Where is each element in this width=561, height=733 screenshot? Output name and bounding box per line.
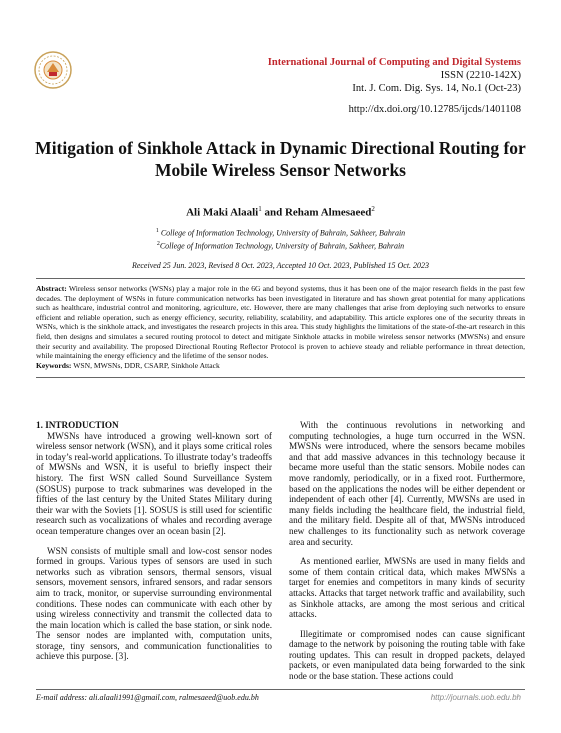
publication-dates: Received 25 Jun. 2023, Revised 8 Oct. 2023, Accepted 10 Oct. 2023, Published 15 Oct. 2023 bbox=[131, 261, 430, 270]
paragraph: WSN consists of multiple small and low-cost sensor nodes formed in groups. Various types of sensors are used in such networks such as vibration sensors, thermal sensors, visual sensors, movement sensors, infrared sensors, and radar sensors aim to track, monitor, or supervise surrounding environmental conditions. These nodes can communicate with each other by using wireless connectivity and transmit the collected data to the main location which is called the base station, or sink node. The sensor nodes are implanted with, computation units, storage, tiny sensors, and communication functionalities to achieve this purpose. [3]. bbox=[36, 545, 272, 662]
keywords bbox=[36, 361, 525, 370]
author-2: Reham Almesaeed bbox=[284, 206, 372, 219]
author-1-affil-mark: 1 bbox=[258, 205, 262, 213]
paragraph: As mentioned earlier, MWSNs are used in many fields and some of them contain critical data, which makes MWSNs a target for enemies and competitors in many kinds of security attacks. Attacks that target network traffic and availability, such as Sinkhole attacks, are among the most serious and critical attacks. bbox=[289, 556, 525, 620]
author-line bbox=[0, 205, 561, 219]
section-heading-introduction: 1. INTRODUCTION bbox=[36, 420, 119, 430]
left-column bbox=[36, 420, 272, 671]
keywords-label: Keywords: bbox=[36, 361, 72, 370]
footer-email: E-mail address: ali.alaali1991@gmail.com, ralmesaeed@uob.edu.bh bbox=[36, 693, 259, 702]
journal-logo-icon bbox=[33, 50, 73, 90]
affiliation-2-text: College of Information Technology, University of Bahrain, Sakheer, Bahrain bbox=[159, 241, 405, 251]
author-1: Ali Maki Alaali bbox=[186, 206, 259, 219]
doi-link[interactable]: http://dx.doi.org/10.12785/ijcds/1401108 bbox=[348, 104, 521, 115]
journal-issn: ISSN (2210-142X) bbox=[440, 70, 521, 81]
footer-rule bbox=[36, 689, 525, 690]
right-column bbox=[289, 420, 525, 691]
abstract bbox=[36, 284, 525, 361]
paragraph: MWSNs have introduced a growing well-known sort of wireless sensor network (WSN), and it plays some critical roles in today’s real-world applications. To illustrate today’s tradeoffs of MWSNs and WSN, it is useful to briefly inspect their history. The first WSN called Sound Surveillance System (SOSUS) purpose to track submarines was developed in the fifties of the last century by the United States Military during their war with the Soviets [1]. SOSUS is still used for scientific research such as vocalizations of whales and recording average ocean temperature changes over an ocean basin [2]. bbox=[36, 430, 272, 536]
abstract-text: Wireless sensor networks (WSNs) play a major role in the 6G and beyond systems, thus it has been one of the major research fields in the past few decades. The deployment of WSNs in future communication networks has been investigated in literature and has shown great potential for many applications such as healthcare, industrial control and monitoring, agriculture, etc. However, there are many challenges that arise from deploying such networks to ensure efficient and reliable operation, such as energy efficiency, security, reliability, scalability, and adaptability. This article explores one of the security threats in WSNs, which is the sinkhole attack, and investigates the research projects in this area. This study highlights the limitations of the state-of-the-art research in this field, then designs and simulates a secured routing protocol to detect and mitigate Sinkhole attacks in mobile wireless sensor networks (MWSNs) and ensure their security and availability. The proposed Directional Routing Reflector Protocol is proven to achieve steady and reliable performance in threat detection, while maintaining the energy efficiency and the lifetime of the sensor nodes. bbox=[36, 284, 525, 361]
paper-title: Mitigation of Sinkhole Attack in Dynamic Directional Routing for Mobile Wireless Sensor Networks bbox=[35, 138, 526, 180]
abstract-label: Abstract: bbox=[36, 284, 67, 293]
affiliation-2-mark: 2 bbox=[156, 240, 160, 247]
affiliation-1-text: College of Information Technology, University of Bahrain, Sakheer, Bahrain bbox=[160, 228, 406, 238]
journal-name: International Journal of Computing and Digital Systems bbox=[267, 57, 521, 68]
author-2-affil-mark: 2 bbox=[371, 205, 375, 213]
affiliation-2 bbox=[0, 239, 561, 252]
author-conjunction: and bbox=[261, 206, 285, 219]
affiliation-1-mark: 1 bbox=[155, 228, 159, 234]
journal-citation: Int. J. Com. Dig. Sys. 14, No.1 (Oct-23) bbox=[352, 83, 521, 94]
abstract-top-rule bbox=[36, 278, 525, 279]
keywords-text: WSN, MWSNs, DDR, CSARP, Sinkhole Attack bbox=[71, 361, 220, 370]
paragraph: Illegitimate or compromised nodes can cause significant damage to the network by poisoning the routing table with fake routing updates. This can result in dropped packets, delayed packets, or even manipulated data being forwarded to the sink node or the base station. These actions could bbox=[289, 628, 525, 682]
footer-url[interactable]: http://journals.uob.edu.bh bbox=[430, 693, 521, 702]
affiliations bbox=[0, 226, 561, 251]
journal-header bbox=[268, 56, 521, 95]
keywords-bottom-rule bbox=[36, 377, 525, 378]
affiliation-1 bbox=[0, 226, 561, 239]
paragraph: With the continuous revolutions in networking and computing technologies, a huge turn occurred in the WSN. MWSNs were introduced, where the sensors became mobiles and that add massive advances in this technology because it became more useful than the static sensors. Mobile nodes can move randomly, periodically, or in a fixed root. Furthermore, based on the applications the nodes will be either dependent or independent of each other [4]. Currently, MWSNs are used in many fields including the healthcare field, the industrial field, and the military field. Despite all of that, MWSNs introduced new challenges to its functionality such as network coverage area and security. bbox=[289, 420, 525, 547]
